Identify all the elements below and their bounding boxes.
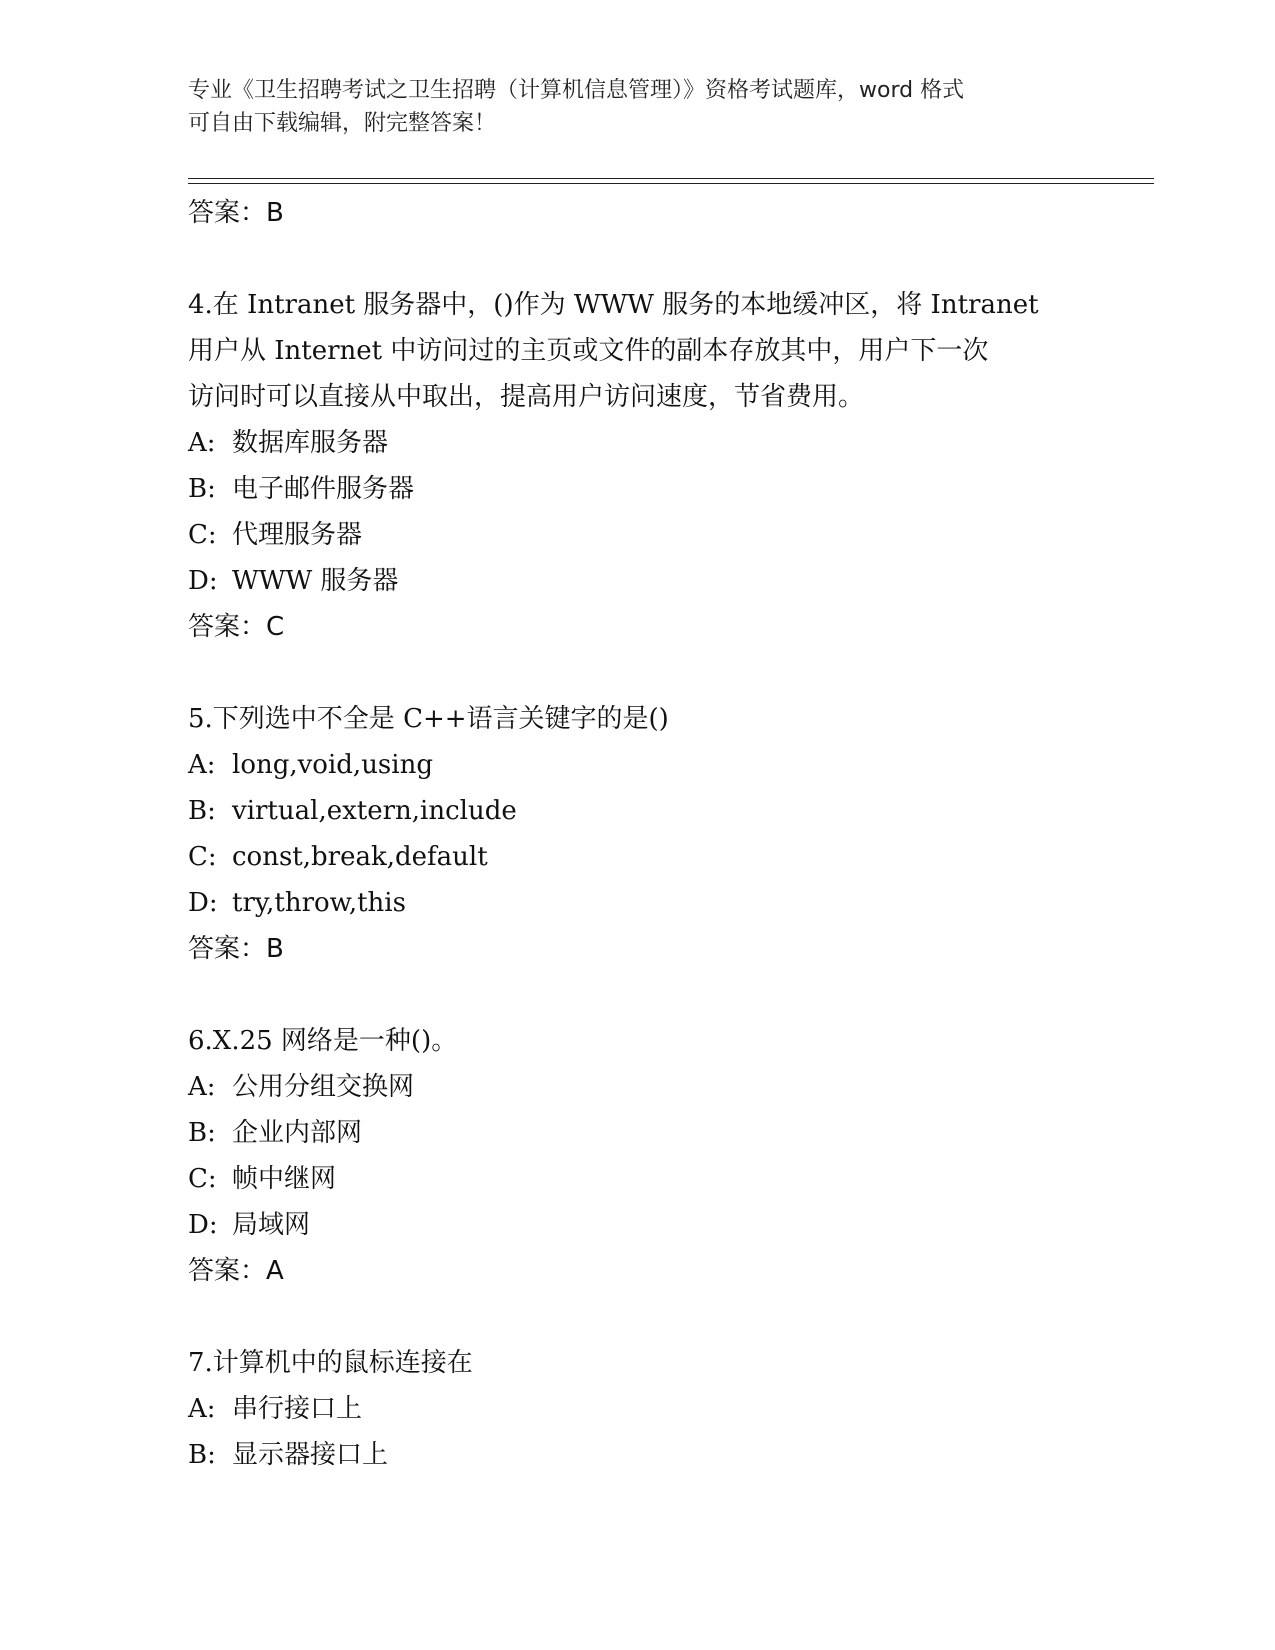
option-text: 企业内部网 — [232, 1118, 363, 1148]
option-text: const,break,default — [232, 842, 488, 872]
option-d — [188, 558, 1088, 604]
option-letter: A: — [188, 1394, 216, 1424]
option-a — [188, 1386, 1088, 1432]
question-text-line: 访问时可以直接从中取出，提高用户访问速度，节省费用。 — [188, 382, 865, 412]
option-text: WWW 服务器 — [232, 566, 399, 596]
question-text-line: 7.计算机中的鼠标连接在 — [188, 1348, 473, 1378]
previous-answer: 答案：B — [188, 198, 284, 228]
question-list — [188, 190, 1088, 1478]
option-letter: D: — [188, 1210, 218, 1240]
option-a — [188, 742, 1088, 788]
spacer — [188, 972, 1088, 1018]
option-a — [188, 1064, 1088, 1110]
option-text: 局域网 — [232, 1210, 311, 1240]
option-letter: C: — [188, 1164, 217, 1194]
option-text: 公用分组交换网 — [232, 1072, 415, 1102]
spacer — [188, 236, 1088, 282]
option-b — [188, 466, 1088, 512]
answer: 答案：C — [188, 612, 285, 642]
question-7 — [188, 1340, 1088, 1478]
option-text: 串行接口上 — [232, 1394, 363, 1424]
option-b — [188, 1432, 1088, 1478]
option-letter: A: — [188, 750, 216, 780]
option-text: 帧中继网 — [232, 1164, 337, 1194]
option-d — [188, 1202, 1088, 1248]
option-b — [188, 788, 1088, 834]
question-5 — [188, 696, 1088, 972]
header-line-1: 专业《卫生招聘考试之卫生招聘（计算机信息管理）》资格考试题库，word 格式 — [188, 78, 965, 103]
question-text-line: 5.下列选中不全是 C++语言关键字的是() — [188, 704, 669, 734]
option-text: try,throw,this — [232, 888, 406, 918]
option-letter: C: — [188, 842, 217, 872]
option-c — [188, 834, 1088, 880]
header-rule-top — [188, 178, 1154, 179]
option-text: 显示器接口上 — [232, 1440, 389, 1470]
option-letter: B: — [188, 1440, 216, 1470]
option-a — [188, 420, 1088, 466]
question-text-line: 用户从 Internet 中访问过的主页或文件的副本存放其中，用户下一次 — [188, 336, 989, 366]
spacer — [188, 1294, 1088, 1340]
option-letter: B: — [188, 1118, 216, 1148]
option-text: 数据库服务器 — [232, 428, 389, 458]
option-letter: D: — [188, 566, 218, 596]
header-line-2: 可自由下载编辑，附完整答案！ — [188, 111, 497, 136]
question-6 — [188, 1018, 1088, 1294]
answer: 答案：B — [188, 934, 284, 964]
option-text: 电子邮件服务器 — [232, 474, 415, 504]
option-letter: A: — [188, 428, 216, 458]
option-c — [188, 512, 1088, 558]
option-d — [188, 880, 1088, 926]
question-text-line: 6.X.25 网络是一种()。 — [188, 1026, 458, 1056]
option-letter: D: — [188, 888, 218, 918]
option-c — [188, 1156, 1088, 1202]
document-header — [188, 74, 1068, 140]
question-4 — [188, 282, 1088, 650]
option-letter: A: — [188, 1072, 216, 1102]
answer: 答案：A — [188, 1256, 284, 1286]
option-text: virtual,extern,include — [232, 796, 517, 826]
option-text: long,void,using — [232, 750, 433, 780]
option-text: 代理服务器 — [232, 520, 363, 550]
spacer — [188, 650, 1088, 696]
option-letter: B: — [188, 474, 216, 504]
question-text-line: 4.在 Intranet 服务器中，()作为 WWW 服务的本地缓冲区，将 Intranet — [188, 290, 1039, 320]
option-letter: B: — [188, 796, 216, 826]
option-letter: C: — [188, 520, 217, 550]
option-b — [188, 1110, 1088, 1156]
header-rule-bottom — [188, 183, 1154, 184]
